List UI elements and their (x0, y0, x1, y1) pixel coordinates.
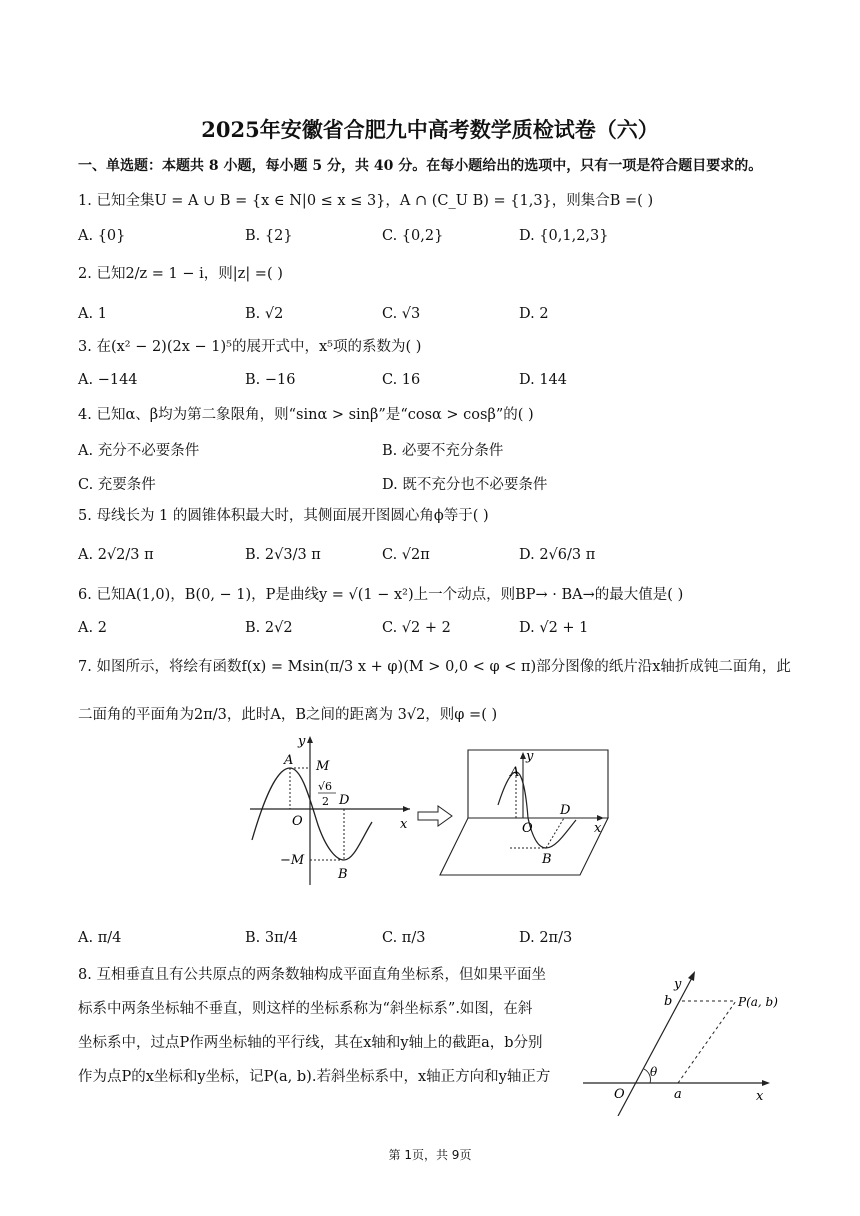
question-2-stem: 2. 已知2/z = 1 − i，则|z| =( ) (78, 266, 283, 282)
sine-curve (252, 768, 372, 860)
question-1-stem: 1. 已知全集U = A ∪ B = {x ∈ N|0 ≤ x ≤ 3}，A ∩ (C_U B) = {1,3}，则集合B =( ) (78, 193, 654, 209)
label-y: y (298, 734, 306, 749)
question-8-line4: 作为点P的x坐标和y坐标，记P(a, b).若斜坐标系中，x轴正方向和y轴正方 (78, 1069, 551, 1085)
label-o: O (292, 814, 303, 829)
q7-option-b: B. 3π/4 (245, 930, 298, 946)
q4-option-a: A. 充分不必要条件 (78, 443, 200, 459)
folded-label-d: D (560, 803, 571, 818)
label-x: x (400, 817, 408, 832)
question-8-line1: 8. 互相垂直且有公共原点的两条数轴构成平面直角坐标系，但如果平面坐 (78, 967, 546, 983)
q3-option-c: C. 16 (382, 372, 421, 388)
folded-label-a: A (510, 765, 520, 780)
section-heading: 一、单选题：本题共 8 小题，每小题 5 分，共 40 分。在每小题给出的选项中，只有一项是符合题目要求的。 (78, 158, 763, 174)
folded-label-x: x (594, 821, 602, 836)
label-two: 2 (322, 795, 329, 808)
q2-option-c: C. √3 (382, 306, 421, 322)
question-7-stem-line2: 二面角的平面角为2π/3，此时A，B之间的距离为 3√2，则φ =( ) (78, 707, 498, 723)
q2-option-d: D. 2 (519, 306, 549, 322)
q4-option-d: D. 既不充分也不必要条件 (382, 477, 548, 493)
q3-option-d: D. 144 (519, 372, 568, 388)
oblique-y-axis (618, 974, 694, 1116)
question-5-stem: 5. 母线长为 1 的圆锥体积最大时，其侧面展开图圆心角ϕ等于( ) (78, 508, 489, 524)
q7-option-a: A. π/4 (78, 930, 122, 946)
label-d: D (339, 793, 350, 808)
question-7-stem-line1: 7. 如图所示，将绘有函数f(x) = Msin(π/3 x + φ)(M > 0,0 < φ < π)部分图像的纸片沿x轴折成钝二面角，此 (78, 659, 791, 675)
q5-option-b: B. 2√3/3 π (245, 547, 321, 563)
q5-option-d: D. 2√6/3 π (519, 547, 596, 563)
q2-option-a: A. 1 (78, 306, 107, 322)
question-3-stem: 3. 在(x² − 2)(2x − 1)⁵的展开式中，x⁵项的系数为( ) (78, 339, 422, 355)
label-a: A (284, 753, 294, 768)
question-4-stem: 4. 已知α、β均为第二象限角，则“sinα > sinβ”是“cosα > cosβ”的( ) (78, 407, 534, 423)
label-y: y (674, 977, 682, 992)
label-m: M (316, 759, 330, 774)
label-x: x (756, 1089, 764, 1104)
oblique-x-arrow-icon (762, 1080, 770, 1086)
q5-option-c: C. √2π (382, 547, 430, 563)
oblique-y-arrow-icon (688, 971, 695, 981)
q5-option-a: A. 2√2/3 π (78, 547, 154, 563)
question-6-stem: 6. 已知A(1,0)，B(0, − 1)，P是曲线y = √(1 − x²)上一个动点，则BP→ · BA→的最大值是( ) (78, 587, 684, 603)
q2-option-b: B. √2 (245, 306, 284, 322)
label-negm: −M (280, 853, 305, 868)
label-a: a (674, 1087, 682, 1102)
q8-figure (578, 966, 778, 1116)
q3-option-b: B. −16 (245, 372, 296, 388)
q4-option-b: B. 必要不充分条件 (382, 443, 504, 459)
a-dashed-line (678, 1001, 736, 1083)
q6-option-a: A. 2 (78, 620, 107, 636)
x-axis-arrow-icon (403, 806, 410, 812)
folded-label-o: O (522, 821, 533, 836)
q1-option-d: D. {0,1,2,3} (519, 228, 609, 244)
folded-label-b: B (542, 852, 552, 867)
y-axis-arrow-icon (307, 736, 313, 743)
q6-option-d: D. √2 + 1 (519, 620, 589, 636)
label-b: B (338, 867, 348, 882)
page-footer: 第 1页，共 9页 (388, 1148, 472, 1162)
q3-option-a: A. −144 (78, 372, 138, 388)
vertical-plane (468, 750, 608, 818)
q6-option-b: B. 2√2 (245, 620, 293, 636)
q1-option-b: B. {2} (245, 228, 293, 244)
q7-option-d: D. 2π/3 (519, 930, 573, 946)
page-title: 2025年安徽省合肥九中高考数学质检试卷（六） (201, 117, 659, 142)
label-o: O (614, 1087, 625, 1102)
label-p: P(a, b) (738, 995, 778, 1009)
question-8-line2: 标系中两条坐标轴不垂直，则这样的坐标系称为“斜坐标系”.如图，在斜 (78, 1001, 533, 1017)
q4-option-c: C. 充要条件 (78, 477, 156, 493)
q1-option-a: A. {0} (78, 228, 126, 244)
q1-option-c: C. {0,2} (382, 228, 444, 244)
q7-option-c: C. π/3 (382, 930, 426, 946)
q7-figure (240, 730, 620, 890)
label-root6: √6 (318, 780, 333, 793)
folded-label-y: y (526, 749, 534, 764)
label-b: b (664, 994, 673, 1009)
arrow-right-icon (418, 806, 452, 826)
label-theta: θ (650, 1065, 658, 1079)
question-8-line3: 坐标系中，过点P作两坐标轴的平行线，其在x轴和y轴上的截距a，b分别 (78, 1035, 543, 1051)
q6-option-c: C. √2 + 2 (382, 620, 451, 636)
